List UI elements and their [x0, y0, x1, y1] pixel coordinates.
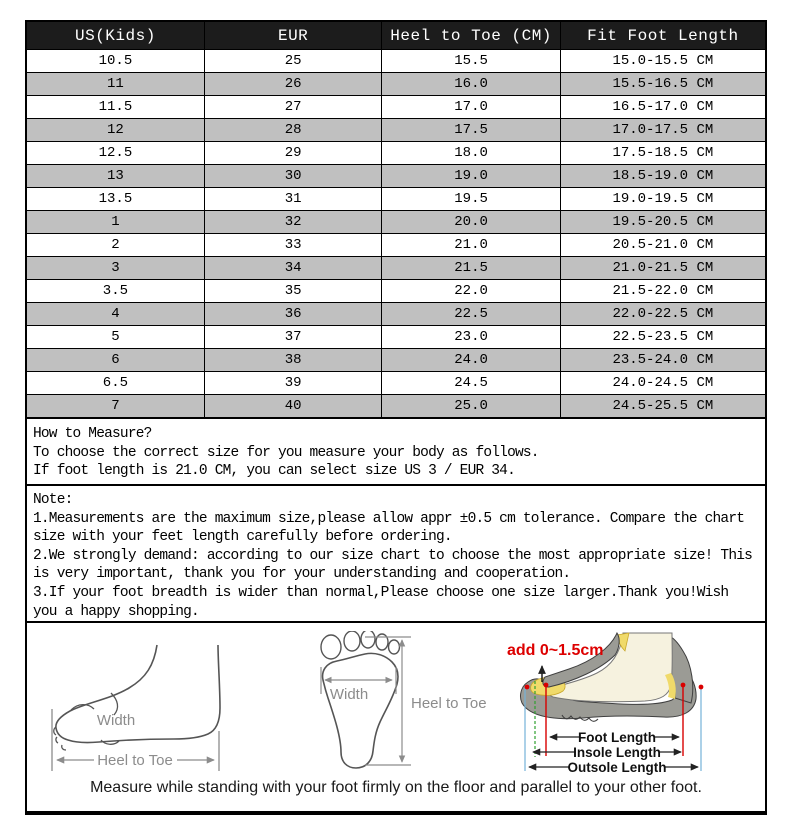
red-marker-left	[544, 683, 549, 688]
table-row	[26, 142, 766, 165]
table-cell: 18.0	[382, 142, 560, 165]
how-to-measure-section	[25, 419, 767, 486]
shoe-cross-section-diagram	[505, 625, 761, 783]
red-marker-outsole-right	[699, 685, 704, 690]
table-cell: 33	[204, 234, 382, 257]
size-table-body	[26, 50, 766, 419]
size-chart-sheet	[25, 20, 767, 815]
table-cell: 13	[26, 165, 204, 188]
header-row	[26, 21, 766, 50]
red-marker-right	[681, 683, 686, 688]
table-cell: 7	[26, 395, 204, 419]
table-row	[26, 73, 766, 96]
foot-side-view-diagram	[49, 643, 269, 783]
text-line: 1.Measurements are the maximum size,please allow appr ±0.5 cm tolerance. Compare the chart	[33, 510, 745, 527]
table-cell: 22.0	[382, 280, 560, 303]
top-heel-to-toe-label: Heel to Toe	[411, 695, 487, 712]
table-cell: 25.0	[382, 395, 560, 419]
table-cell: 16.5-17.0 CM	[560, 96, 766, 119]
table-cell: 34	[204, 257, 382, 280]
column-header: Fit Foot Length	[560, 21, 766, 50]
table-cell: 39	[204, 372, 382, 395]
table-row	[26, 303, 766, 326]
text-line: you a happy shopping.	[33, 603, 199, 620]
sole-outline	[323, 653, 398, 768]
table-row	[26, 372, 766, 395]
side-width-label: Width	[96, 712, 136, 729]
foot-outline	[56, 645, 220, 743]
table-row	[26, 165, 766, 188]
table-cell: 11	[26, 73, 204, 96]
table-cell: 36	[204, 303, 382, 326]
table-row	[26, 349, 766, 372]
table-cell: 17.0-17.5 CM	[560, 119, 766, 142]
table-cell: 35	[204, 280, 382, 303]
table-cell: 23.0	[382, 326, 560, 349]
table-cell: 1	[26, 211, 204, 234]
outsole-length-label: Outsole Length	[567, 760, 667, 775]
little-toe	[389, 640, 400, 654]
table-row	[26, 96, 766, 119]
table-row	[26, 395, 766, 419]
table-cell: 28	[204, 119, 382, 142]
table-cell: 31	[204, 188, 382, 211]
measurement-diagram-section	[25, 623, 767, 815]
table-cell: 37	[204, 326, 382, 349]
table-cell: 20.0	[382, 211, 560, 234]
second-toe	[344, 631, 360, 651]
table-cell: 19.0-19.5 CM	[560, 188, 766, 211]
text-line: is very important, thank you for your understanding and cooperation.	[33, 566, 571, 583]
text-line: How to Measure?	[33, 426, 152, 442]
table-cell: 19.5-20.5 CM	[560, 211, 766, 234]
table-cell: 23.5-24.0 CM	[560, 349, 766, 372]
table-cell: 21.0	[382, 234, 560, 257]
table-cell: 3	[26, 257, 204, 280]
table-cell: 15.5-16.5 CM	[560, 73, 766, 96]
table-row	[26, 280, 766, 303]
text-line: If foot length is 21.0 CM, you can select size US 3 / EUR 34.	[33, 463, 515, 480]
table-cell: 21.0-21.5 CM	[560, 257, 766, 280]
big-toe	[321, 635, 341, 659]
table-row	[26, 188, 766, 211]
table-cell: 32	[204, 211, 382, 234]
column-header: EUR	[204, 21, 382, 50]
table-cell: 40	[204, 395, 382, 419]
table-row	[26, 234, 766, 257]
table-cell: 15.5	[382, 50, 560, 73]
table-cell: 25	[204, 50, 382, 73]
table-cell: 17.5-18.5 CM	[560, 142, 766, 165]
table-cell: 29	[204, 142, 382, 165]
table-cell: 38	[204, 349, 382, 372]
table-row	[26, 257, 766, 280]
table-cell: 3.5	[26, 280, 204, 303]
measurement-caption: Measure while standing with your foot firmly on the floor and parallel to your other foot.	[90, 779, 702, 796]
table-cell: 20.5-21.0 CM	[560, 234, 766, 257]
third-toe	[361, 631, 375, 648]
table-cell: 11.5	[26, 96, 204, 119]
table-cell: 6.5	[26, 372, 204, 395]
table-cell: 22.5-23.5 CM	[560, 326, 766, 349]
text-line: size with your feet length carefully before ordering.	[33, 529, 452, 546]
table-cell: 22.5	[382, 303, 560, 326]
table-cell: 24.5	[382, 372, 560, 395]
top-width-label: Width	[329, 686, 369, 703]
table-cell: 26	[204, 73, 382, 96]
table-cell: 5	[26, 326, 204, 349]
text-line: To choose the correct size for you measure your body as follows.	[33, 444, 539, 461]
red-marker-outsole-left	[525, 685, 530, 690]
table-row	[26, 50, 766, 73]
table-cell: 22.0-22.5 CM	[560, 303, 766, 326]
table-cell: 10.5	[26, 50, 204, 73]
column-header: Heel to Toe (CM)	[382, 21, 560, 50]
table-cell: 12.5	[26, 142, 204, 165]
table-cell: 4	[26, 303, 204, 326]
table-cell: 21.5	[382, 257, 560, 280]
table-cell: 19.5	[382, 188, 560, 211]
side-heel-to-toe-label: Heel to Toe	[97, 752, 173, 769]
text-line: 3.If your foot breadth is wider than normal,Please choose one size larger.Thank you!Wish	[33, 584, 729, 601]
table-cell: 16.0	[382, 73, 560, 96]
table-cell: 18.5-19.0 CM	[560, 165, 766, 188]
table-cell: 6	[26, 349, 204, 372]
table-row	[26, 211, 766, 234]
foot-length-label: Foot Length	[578, 730, 656, 745]
table-cell: 24.0	[382, 349, 560, 372]
footprint-top-view-diagram	[309, 631, 499, 773]
text-line: 2.We strongly demand: according to our size chart to choose the most appropriate size! This	[33, 547, 753, 564]
table-cell: 13.5	[26, 188, 204, 211]
column-header: US(Kids)	[26, 21, 204, 50]
table-cell: 12	[26, 119, 204, 142]
table-cell: 21.5-22.0 CM	[560, 280, 766, 303]
table-cell: 27	[204, 96, 382, 119]
table-cell: 24.0-24.5 CM	[560, 372, 766, 395]
table-row	[26, 326, 766, 349]
size-table-header	[26, 21, 766, 50]
table-cell: 17.0	[382, 96, 560, 119]
text-line: Note:	[33, 492, 73, 508]
size-table	[25, 20, 767, 419]
table-row	[26, 119, 766, 142]
table-cell: 17.5	[382, 119, 560, 142]
add-tolerance-label: add 0~1.5cm	[507, 642, 604, 659]
table-cell: 30	[204, 165, 382, 188]
note-section	[25, 486, 767, 623]
table-cell: 15.0-15.5 CM	[560, 50, 766, 73]
insole-length-label: Insole Length	[573, 745, 661, 760]
table-cell: 19.0	[382, 165, 560, 188]
table-cell: 24.5-25.5 CM	[560, 395, 766, 419]
table-cell: 2	[26, 234, 204, 257]
